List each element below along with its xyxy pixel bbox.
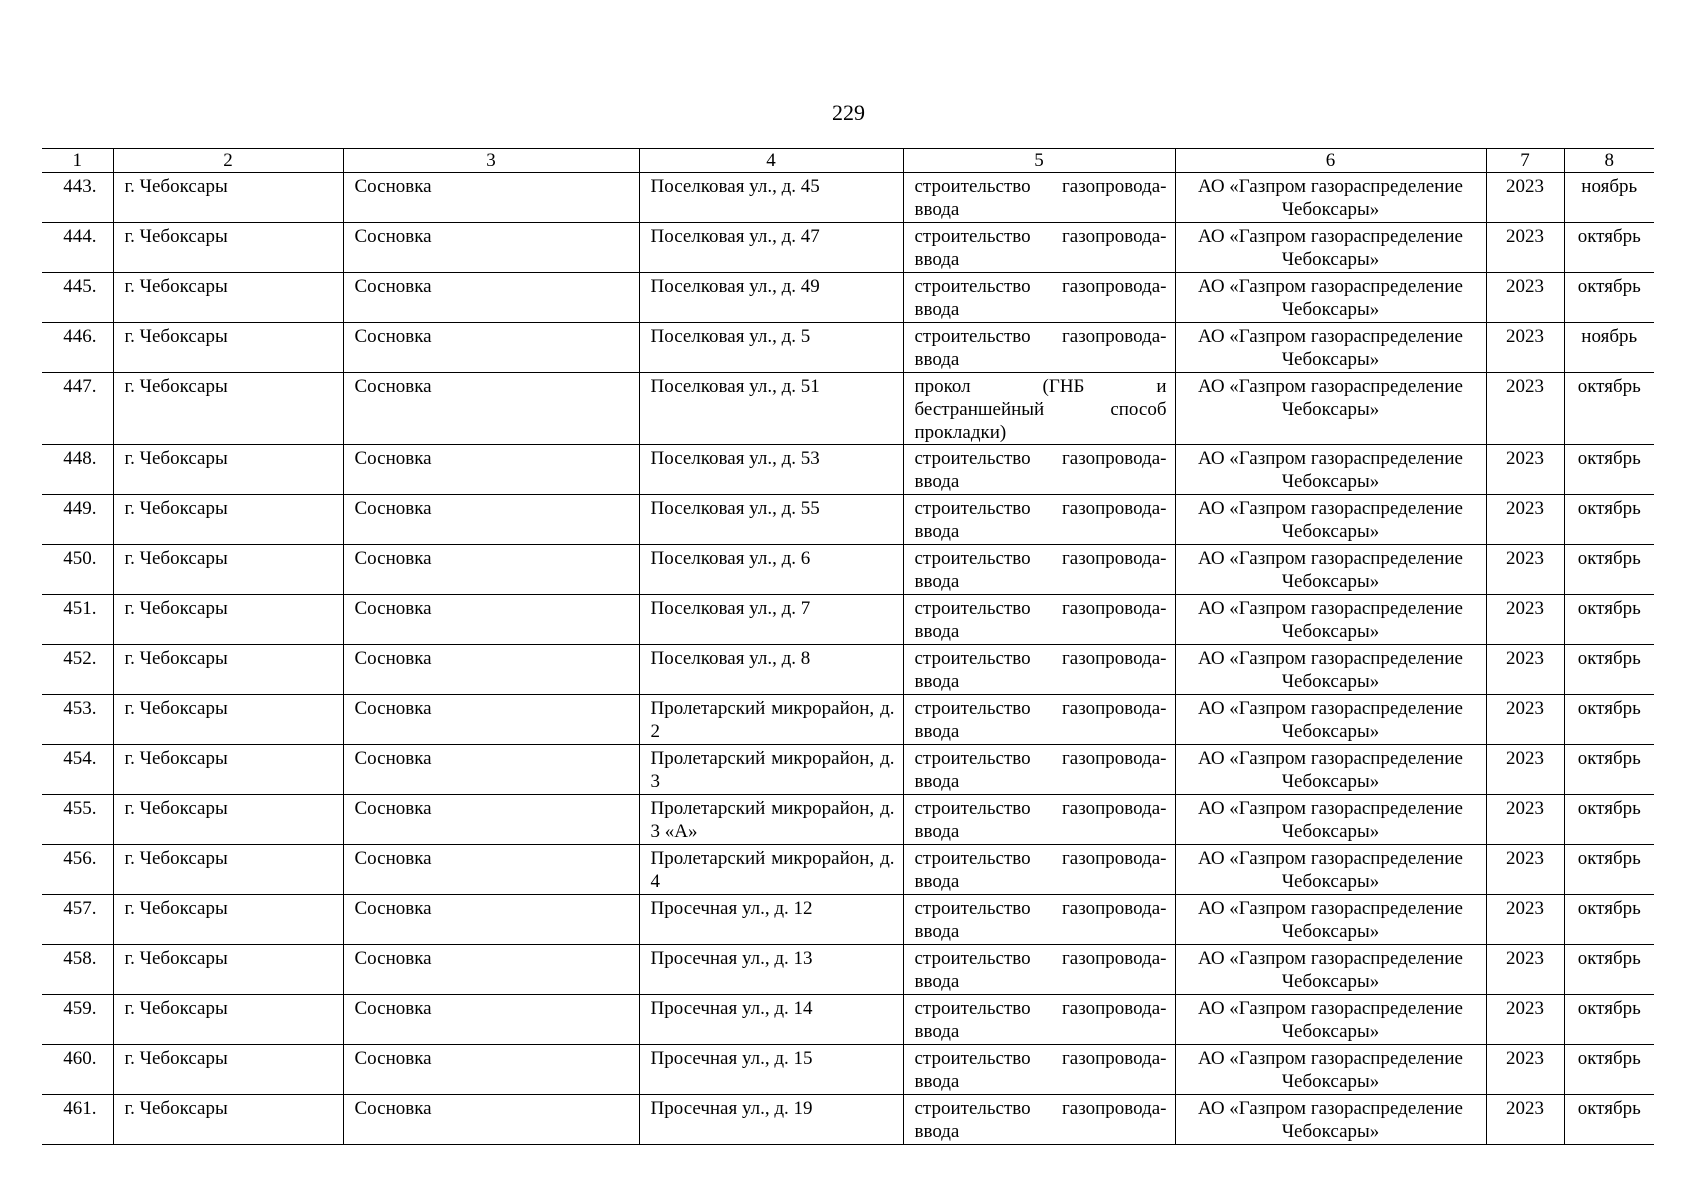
organization-cell: АО «Газпром газораспределение Чебоксары» bbox=[1175, 995, 1486, 1045]
header-col-8: 8 bbox=[1564, 149, 1654, 173]
settlement-cell: Сосновка bbox=[343, 595, 639, 645]
address-cell: Поселковая ул., д. 55 bbox=[639, 495, 903, 545]
city-cell: г. Чебоксары bbox=[113, 845, 343, 895]
month-cell: октябрь bbox=[1564, 545, 1654, 595]
work-type-cell: строительство газопровода-ввода bbox=[903, 495, 1175, 545]
work-type-cell: строительство газопровода-ввода bbox=[903, 995, 1175, 1045]
address-cell: Поселковая ул., д. 7 bbox=[639, 595, 903, 645]
year-cell: 2023 bbox=[1486, 223, 1564, 273]
month-cell: октябрь bbox=[1564, 495, 1654, 545]
city-cell: г. Чебоксары bbox=[113, 895, 343, 945]
table-row bbox=[42, 895, 1654, 945]
month-cell: октябрь bbox=[1564, 1095, 1654, 1145]
address-cell: Поселковая ул., д. 47 bbox=[639, 223, 903, 273]
row-number-cell: 457. bbox=[42, 895, 113, 945]
row-number-cell: 461. bbox=[42, 1095, 113, 1145]
address-cell: Просечная ул., д. 13 bbox=[639, 945, 903, 995]
year-cell: 2023 bbox=[1486, 945, 1564, 995]
settlement-cell: Сосновка bbox=[343, 845, 639, 895]
month-cell: октябрь bbox=[1564, 995, 1654, 1045]
city-cell: г. Чебоксары bbox=[113, 223, 343, 273]
header-col-5: 5 bbox=[903, 149, 1175, 173]
organization-cell: АО «Газпром газораспределение Чебоксары» bbox=[1175, 645, 1486, 695]
month-cell: октябрь bbox=[1564, 745, 1654, 795]
settlement-cell: Сосновка bbox=[343, 945, 639, 995]
table-header bbox=[42, 149, 1654, 173]
organization-cell: АО «Газпром газораспределение Чебоксары» bbox=[1175, 323, 1486, 373]
month-cell: октябрь bbox=[1564, 223, 1654, 273]
month-cell: октябрь bbox=[1564, 1045, 1654, 1095]
settlement-cell: Сосновка bbox=[343, 373, 639, 445]
work-type-cell: строительство газопровода-ввода bbox=[903, 273, 1175, 323]
row-number-cell: 444. bbox=[42, 223, 113, 273]
settlement-cell: Сосновка bbox=[343, 273, 639, 323]
organization-cell: АО «Газпром газораспределение Чебоксары» bbox=[1175, 373, 1486, 445]
month-cell: октябрь bbox=[1564, 645, 1654, 695]
settlement-cell: Сосновка bbox=[343, 895, 639, 945]
table-row bbox=[42, 545, 1654, 595]
work-type-cell: строительство газопровода-ввода bbox=[903, 695, 1175, 745]
organization-cell: АО «Газпром газораспределение Чебоксары» bbox=[1175, 445, 1486, 495]
row-number-cell: 446. bbox=[42, 323, 113, 373]
header-col-3: 3 bbox=[343, 149, 639, 173]
work-type-cell: строительство газопровода-ввода bbox=[903, 645, 1175, 695]
year-cell: 2023 bbox=[1486, 273, 1564, 323]
table-row bbox=[42, 323, 1654, 373]
address-cell: Пролетарский микрорайон, д. 3 «А» bbox=[639, 795, 903, 845]
month-cell: октябрь bbox=[1564, 595, 1654, 645]
address-cell: Поселковая ул., д. 53 bbox=[639, 445, 903, 495]
city-cell: г. Чебоксары bbox=[113, 745, 343, 795]
year-cell: 2023 bbox=[1486, 545, 1564, 595]
work-type-cell: строительство газопровода-ввода bbox=[903, 945, 1175, 995]
year-cell: 2023 bbox=[1486, 1095, 1564, 1145]
row-number-cell: 460. bbox=[42, 1045, 113, 1095]
year-cell: 2023 bbox=[1486, 173, 1564, 223]
settlement-cell: Сосновка bbox=[343, 795, 639, 845]
settlement-cell: Сосновка bbox=[343, 223, 639, 273]
city-cell: г. Чебоксары bbox=[113, 695, 343, 745]
city-cell: г. Чебоксары bbox=[113, 173, 343, 223]
work-type-cell: строительство газопровода-ввода bbox=[903, 1095, 1175, 1145]
city-cell: г. Чебоксары bbox=[113, 795, 343, 845]
city-cell: г. Чебоксары bbox=[113, 545, 343, 595]
work-type-cell: строительство газопровода-ввода bbox=[903, 545, 1175, 595]
work-type-cell: строительство газопровода-ввода bbox=[903, 845, 1175, 895]
month-cell: октябрь bbox=[1564, 795, 1654, 845]
organization-cell: АО «Газпром газораспределение Чебоксары» bbox=[1175, 695, 1486, 745]
year-cell: 2023 bbox=[1486, 695, 1564, 745]
header-col-4: 4 bbox=[639, 149, 903, 173]
table-row bbox=[42, 995, 1654, 1045]
work-type-cell: строительство газопровода-ввода bbox=[903, 323, 1175, 373]
row-number-cell: 458. bbox=[42, 945, 113, 995]
header-col-6: 6 bbox=[1175, 149, 1486, 173]
row-number-cell: 450. bbox=[42, 545, 113, 595]
table-row bbox=[42, 595, 1654, 645]
year-cell: 2023 bbox=[1486, 745, 1564, 795]
settlement-cell: Сосновка bbox=[343, 495, 639, 545]
header-row bbox=[42, 149, 1654, 173]
settlement-cell: Сосновка bbox=[343, 745, 639, 795]
city-cell: г. Чебоксары bbox=[113, 373, 343, 445]
organization-cell: АО «Газпром газораспределение Чебоксары» bbox=[1175, 223, 1486, 273]
month-cell: ноябрь bbox=[1564, 173, 1654, 223]
address-cell: Поселковая ул., д. 45 bbox=[639, 173, 903, 223]
row-number-cell: 452. bbox=[42, 645, 113, 695]
work-type-cell: строительство газопровода-ввода bbox=[903, 595, 1175, 645]
city-cell: г. Чебоксары bbox=[113, 1045, 343, 1095]
city-cell: г. Чебоксары bbox=[113, 945, 343, 995]
year-cell: 2023 bbox=[1486, 1045, 1564, 1095]
month-cell: октябрь bbox=[1564, 845, 1654, 895]
organization-cell: АО «Газпром газораспределение Чебоксары» bbox=[1175, 945, 1486, 995]
address-cell: Просечная ул., д. 12 bbox=[639, 895, 903, 945]
row-number-cell: 443. bbox=[42, 173, 113, 223]
table-row bbox=[42, 373, 1654, 445]
address-cell: Пролетарский микрорайон, д. 3 bbox=[639, 745, 903, 795]
settlement-cell: Сосновка bbox=[343, 323, 639, 373]
table-body bbox=[42, 173, 1654, 1145]
city-cell: г. Чебоксары bbox=[113, 273, 343, 323]
settlement-cell: Сосновка bbox=[343, 1095, 639, 1145]
address-cell: Поселковая ул., д. 5 bbox=[639, 323, 903, 373]
settlement-cell: Сосновка bbox=[343, 645, 639, 695]
address-cell: Просечная ул., д. 19 bbox=[639, 1095, 903, 1145]
year-cell: 2023 bbox=[1486, 895, 1564, 945]
year-cell: 2023 bbox=[1486, 445, 1564, 495]
city-cell: г. Чебоксары bbox=[113, 495, 343, 545]
organization-cell: АО «Газпром газораспределение Чебоксары» bbox=[1175, 595, 1486, 645]
address-cell: Просечная ул., д. 14 bbox=[639, 995, 903, 1045]
city-cell: г. Чебоксары bbox=[113, 323, 343, 373]
month-cell: октябрь bbox=[1564, 445, 1654, 495]
header-col-7: 7 bbox=[1486, 149, 1564, 173]
table-row bbox=[42, 945, 1654, 995]
city-cell: г. Чебоксары bbox=[113, 595, 343, 645]
table-row bbox=[42, 745, 1654, 795]
table-row bbox=[42, 845, 1654, 895]
year-cell: 2023 bbox=[1486, 495, 1564, 545]
work-type-cell: строительство газопровода-ввода bbox=[903, 745, 1175, 795]
work-type-cell: строительство газопровода-ввода bbox=[903, 173, 1175, 223]
year-cell: 2023 bbox=[1486, 373, 1564, 445]
address-cell: Поселковая ул., д. 51 bbox=[639, 373, 903, 445]
address-cell: Поселковая ул., д. 49 bbox=[639, 273, 903, 323]
address-cell: Поселковая ул., д. 8 bbox=[639, 645, 903, 695]
header-col-2: 2 bbox=[113, 149, 343, 173]
table-row bbox=[42, 1095, 1654, 1145]
organization-cell: АО «Газпром газораспределение Чебоксары» bbox=[1175, 495, 1486, 545]
row-number-cell: 459. bbox=[42, 995, 113, 1045]
city-cell: г. Чебоксары bbox=[113, 1095, 343, 1145]
row-number-cell: 454. bbox=[42, 745, 113, 795]
year-cell: 2023 bbox=[1486, 645, 1564, 695]
row-number-cell: 453. bbox=[42, 695, 113, 745]
month-cell: октябрь bbox=[1564, 373, 1654, 445]
address-cell: Пролетарский микрорайон, д. 4 bbox=[639, 845, 903, 895]
table-row bbox=[42, 1045, 1654, 1095]
row-number-cell: 447. bbox=[42, 373, 113, 445]
work-type-cell: строительство газопровода-ввода bbox=[903, 223, 1175, 273]
settlement-cell: Сосновка bbox=[343, 695, 639, 745]
year-cell: 2023 bbox=[1486, 845, 1564, 895]
table-row bbox=[42, 495, 1654, 545]
settlement-cell: Сосновка bbox=[343, 1045, 639, 1095]
table-row bbox=[42, 695, 1654, 745]
address-cell: Пролетарский микрорайон, д. 2 bbox=[639, 695, 903, 745]
work-type-cell: строительство газопровода-ввода bbox=[903, 445, 1175, 495]
table-row bbox=[42, 273, 1654, 323]
settlement-cell: Сосновка bbox=[343, 445, 639, 495]
year-cell: 2023 bbox=[1486, 795, 1564, 845]
table-row bbox=[42, 795, 1654, 845]
data-table bbox=[42, 148, 1654, 1145]
year-cell: 2023 bbox=[1486, 323, 1564, 373]
organization-cell: АО «Газпром газораспределение Чебоксары» bbox=[1175, 895, 1486, 945]
year-cell: 2023 bbox=[1486, 995, 1564, 1045]
organization-cell: АО «Газпром газораспределение Чебоксары» bbox=[1175, 1045, 1486, 1095]
row-number-cell: 448. bbox=[42, 445, 113, 495]
row-number-cell: 445. bbox=[42, 273, 113, 323]
table-row bbox=[42, 645, 1654, 695]
table-row bbox=[42, 445, 1654, 495]
organization-cell: АО «Газпром газораспределение Чебоксары» bbox=[1175, 845, 1486, 895]
month-cell: октябрь bbox=[1564, 695, 1654, 745]
month-cell: октябрь bbox=[1564, 895, 1654, 945]
settlement-cell: Сосновка bbox=[343, 545, 639, 595]
row-number-cell: 451. bbox=[42, 595, 113, 645]
row-number-cell: 455. bbox=[42, 795, 113, 845]
work-type-cell: строительство газопровода-ввода bbox=[903, 1045, 1175, 1095]
organization-cell: АО «Газпром газораспределение Чебоксары» bbox=[1175, 1095, 1486, 1145]
page-number: 229 bbox=[832, 100, 865, 125]
city-cell: г. Чебоксары bbox=[113, 445, 343, 495]
city-cell: г. Чебоксары bbox=[113, 645, 343, 695]
settlement-cell: Сосновка bbox=[343, 173, 639, 223]
organization-cell: АО «Газпром газораспределение Чебоксары» bbox=[1175, 745, 1486, 795]
row-number-cell: 449. bbox=[42, 495, 113, 545]
city-cell: г. Чебоксары bbox=[113, 995, 343, 1045]
work-type-cell: строительство газопровода-ввода bbox=[903, 795, 1175, 845]
month-cell: октябрь bbox=[1564, 273, 1654, 323]
organization-cell: АО «Газпром газораспределение Чебоксары» bbox=[1175, 273, 1486, 323]
work-type-cell: прокол (ГНБ и бестраншейный способ прокладки) bbox=[903, 373, 1175, 445]
work-type-cell: строительство газопровода-ввода bbox=[903, 895, 1175, 945]
month-cell: ноябрь bbox=[1564, 323, 1654, 373]
address-cell: Поселковая ул., д. 6 bbox=[639, 545, 903, 595]
organization-cell: АО «Газпром газораспределение Чебоксары» bbox=[1175, 545, 1486, 595]
address-cell: Просечная ул., д. 15 bbox=[639, 1045, 903, 1095]
header-col-1: 1 bbox=[42, 149, 113, 173]
organization-cell: АО «Газпром газораспределение Чебоксары» bbox=[1175, 173, 1486, 223]
table-row bbox=[42, 173, 1654, 223]
organization-cell: АО «Газпром газораспределение Чебоксары» bbox=[1175, 795, 1486, 845]
month-cell: октябрь bbox=[1564, 945, 1654, 995]
row-number-cell: 456. bbox=[42, 845, 113, 895]
table-row bbox=[42, 223, 1654, 273]
year-cell: 2023 bbox=[1486, 595, 1564, 645]
settlement-cell: Сосновка bbox=[343, 995, 639, 1045]
